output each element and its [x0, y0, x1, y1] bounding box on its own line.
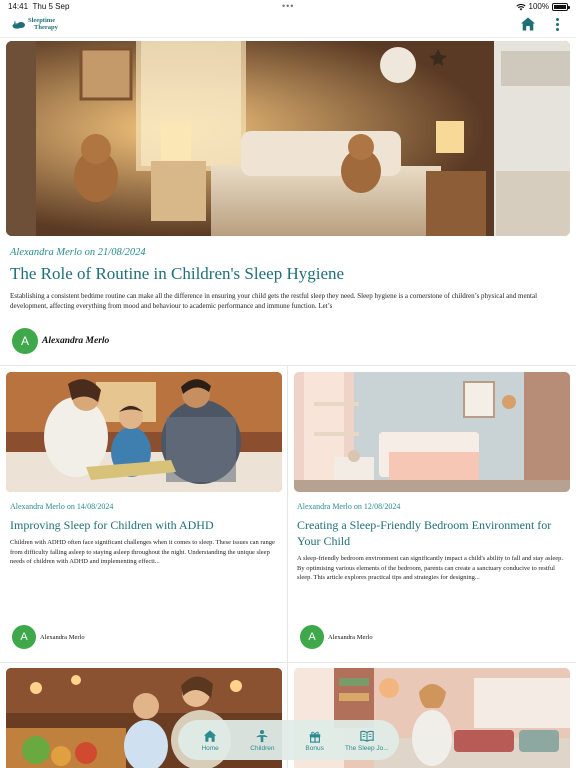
divider [0, 662, 576, 663]
logo-text: Sleeptime Therapy [28, 17, 58, 31]
children-icon [255, 729, 269, 743]
article-excerpt: A sleep-friendly bedroom environment can significantly impact a child's ability to fall and stay asleep. By optimising various elements of the bedroom, parents can create a sanctuary conducive to restful sleep. This article explores practical tips and strategies for designing... [297, 555, 563, 581]
logo-cloud-icon [12, 19, 26, 29]
featured-excerpt: Establishing a consistent bedtime routine can make all the difference in ensuring your child gets the restful sleep they need. Sleep hygiene is a cornerstone of children’s physical and mental development, affecting everything from mood and behaviour to academic performance and immune function. Let’s [10, 292, 538, 310]
article-author[interactable] [12, 625, 85, 649]
avatar: A [300, 625, 324, 649]
author-name: Alexandra Merlo [328, 633, 373, 641]
nav-label: Children [250, 744, 275, 752]
featured-image[interactable] [6, 41, 570, 236]
home-icon[interactable] [520, 16, 536, 32]
nav-home[interactable] [184, 729, 236, 752]
avatar: A [12, 328, 38, 354]
author-name: Alexandra Merlo [42, 336, 110, 346]
article-image[interactable] [6, 372, 282, 492]
nav-children[interactable] [236, 729, 288, 752]
status-right [516, 2, 568, 11]
multitask-dots[interactable]: ••• [282, 1, 295, 11]
app-logo[interactable] [12, 17, 58, 31]
more-menu-icon[interactable] [552, 16, 562, 32]
home-icon [203, 729, 217, 743]
nav-label: Home [201, 744, 219, 752]
nav-bonus[interactable] [289, 729, 341, 752]
status-time: 14:41 Thu 5 Sep [8, 2, 70, 11]
status-bar [0, 0, 576, 14]
book-icon [360, 729, 374, 743]
article-meta: Alexandra Merlo on 12/08/2024 [297, 502, 401, 511]
avatar: A [12, 625, 36, 649]
author-name: Alexandra Merlo [40, 633, 85, 641]
nav-sleep-journal[interactable] [341, 729, 393, 752]
nav-label: The Sleep Jo... [345, 744, 389, 752]
featured-title[interactable]: The Role of Routine in Children's Sleep Hygiene [10, 264, 345, 283]
article-image[interactable] [294, 372, 570, 492]
article-title[interactable]: Improving Sleep for Children with ADHD [10, 518, 214, 532]
article-author[interactable] [300, 625, 373, 649]
featured-meta: Alexandra Merlo on 21/08/2024 [10, 247, 146, 258]
nav-label: Bonus [305, 744, 324, 752]
article-meta: Alexandra Merlo on 14/08/2024 [10, 502, 114, 511]
gift-icon [308, 729, 322, 743]
article-title[interactable]: Creating a Sleep-Friendly Bedroom Environment for Your Child [297, 518, 552, 548]
app-bar [0, 14, 576, 38]
divider [0, 365, 576, 366]
featured-author[interactable] [12, 328, 109, 354]
article-excerpt: Children with ADHD often face significant challenges when it comes to sleep. These issues can range from difficulty falling asleep to staying asleep throughout the night. Understanding the unique sleep needs of children with ADHD and implementing effecti... [10, 539, 275, 565]
wifi-icon [516, 3, 526, 11]
battery-icon [552, 3, 568, 11]
bottom-nav [178, 720, 399, 760]
divider [287, 366, 288, 662]
battery-percent: 100% [528, 2, 549, 11]
